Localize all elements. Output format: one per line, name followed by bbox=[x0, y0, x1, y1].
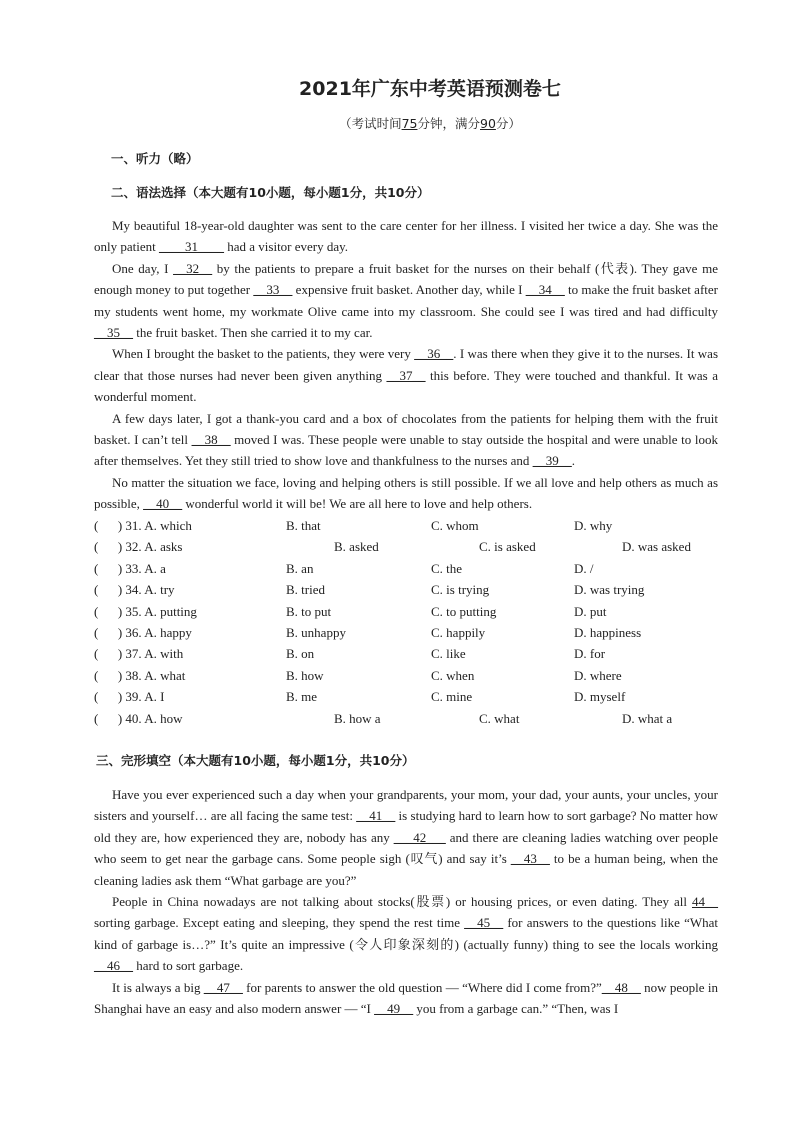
blank-33: __33__ bbox=[253, 282, 293, 298]
blank-40: __40__ bbox=[143, 496, 183, 512]
question-row bbox=[94, 536, 734, 557]
option-c: C. happily bbox=[431, 625, 486, 640]
option-d: D. / bbox=[574, 560, 594, 576]
question-number-option-a: ( ) 38. A. what bbox=[94, 667, 186, 683]
question-row bbox=[94, 665, 734, 686]
blank-49: __49__ bbox=[374, 1001, 414, 1017]
blank-44: 44__ bbox=[692, 894, 718, 910]
question-row bbox=[94, 686, 734, 707]
paragraph: People in China nowadays are not talking about stocks(股票) or housing prices, or even dating. They all 44__ sorting garbage. Except eating and sleeping, they spend the rest time __45__ for answers to the questions like “What kind of garbage is…?” It’s quite an impressive (令人印象深刻的) (actually funny) thing to see the locals working __46__ hard to sort garbage. bbox=[94, 894, 718, 974]
exam-time: 75 bbox=[401, 116, 418, 131]
section-grammar: 二、语法选择（本大题有10小题，每小题1分，共10分） bbox=[111, 185, 430, 200]
option-c: C. to putting bbox=[431, 603, 497, 619]
blank-38: __38__ bbox=[191, 432, 231, 448]
option-c: C. the bbox=[431, 560, 463, 576]
option-d: D. what a bbox=[622, 710, 673, 726]
blank-34: __34__ bbox=[525, 282, 565, 298]
grammar-passage bbox=[94, 215, 718, 515]
question-number-option-a: ( ) 31. A. which bbox=[94, 518, 192, 533]
question-number-option-a: ( ) 37. A. with bbox=[94, 646, 184, 662]
paragraph: My beautiful 18-year-old daughter was sent to the care center for her illness. I visited her twice a day. She was the only patient ____31____ had a visitor every day. bbox=[94, 218, 718, 255]
paragraph: A few days later, I got a thank-you card and a box of chocolates from the patients for helping them with the fruit basket. I can’t tell __38__ moved I was. These people were unable to stay outside the hospital and were unable to look after themselves. Yet they still tried to show love and thankfulness to the nurses and __39__. bbox=[94, 410, 718, 469]
option-d: D. why bbox=[574, 518, 613, 533]
option-b: B. to put bbox=[286, 603, 332, 619]
exam-info: （考试时间75分钟，满分90分） bbox=[339, 116, 521, 131]
question-number-option-a: ( ) 34. A. try bbox=[94, 582, 175, 598]
option-c: C. when bbox=[431, 667, 475, 683]
option-c: C. mine bbox=[431, 689, 473, 705]
section-cloze: 三、完形填空（本大题有10小题，每小题1分，共10分） bbox=[96, 753, 415, 768]
option-b: B. me bbox=[286, 689, 318, 705]
question-row bbox=[94, 708, 734, 729]
question-row bbox=[94, 558, 734, 579]
question-number-option-a: ( ) 39. A. I bbox=[94, 689, 165, 705]
question-row bbox=[94, 643, 734, 664]
blank-46: __46__ bbox=[94, 958, 133, 974]
option-d: D. myself bbox=[574, 689, 626, 705]
option-b: B. how a bbox=[334, 710, 381, 726]
option-b: B. an bbox=[286, 560, 314, 576]
blank-32: __32__ bbox=[173, 260, 213, 276]
page-title: 2021年广东中考英语预测卷七 bbox=[299, 78, 561, 100]
paragraph: It is always a big __47__ for parents to answer the old question — “Where did I come from?”__48__ now people in Shanghai have an easy and also modern answer — “I __49__ you from a garbage can.” “Then, was I bbox=[94, 979, 719, 1017]
option-d: D. for bbox=[574, 646, 606, 662]
option-b: B. tried bbox=[286, 582, 325, 598]
option-b: B. asked bbox=[334, 539, 379, 555]
blank-41: __41__ bbox=[356, 808, 396, 824]
blank-43: __43__ bbox=[510, 851, 550, 867]
option-c: C. like bbox=[431, 646, 466, 662]
paragraph: When I brought the basket to the patients, they were very __36__. I was there when they give it to the nurses. It was clear that those nurses had never been given anything __37__ this before. They were touched and thankful. It was a wonderful moment. bbox=[94, 346, 718, 405]
question-row bbox=[94, 601, 734, 622]
option-c: C. is asked bbox=[479, 539, 536, 555]
question-number-option-a: ( ) 40. A. how bbox=[94, 710, 183, 726]
option-b: B. how bbox=[286, 667, 324, 683]
option-d: D. was trying bbox=[574, 582, 645, 598]
option-c: C. what bbox=[479, 710, 520, 726]
question-number-option-a: ( ) 32. A. asks bbox=[94, 539, 183, 555]
blank-35: __35__ bbox=[94, 325, 133, 341]
option-d: D. was asked bbox=[622, 539, 691, 555]
option-b: B. that bbox=[286, 518, 321, 533]
blank-48: __48__ bbox=[601, 979, 641, 995]
cloze-passage bbox=[94, 784, 718, 1019]
paragraph: No matter the situation we face, loving and helping others is still possible. If we all love and help others as much as possible, __40__ wonderful world it will be! We are all here to love and help others. bbox=[94, 474, 718, 512]
option-c: C. whom bbox=[431, 518, 479, 533]
question-number-option-a: ( ) 33. A. a bbox=[94, 560, 166, 576]
blank-45: __45__ bbox=[464, 915, 504, 931]
question-row bbox=[94, 622, 734, 643]
blank-42: ___42___ bbox=[393, 829, 446, 845]
option-b: B. on bbox=[286, 646, 315, 662]
paragraph: Have you ever experienced such a day when your grandparents, your mom, your dad, your aunts, your uncles, your sisters and yourself… are all facing the same test: __41__ is studying hard to learn how to sort garbage? No matter how old they are, how experienced they are, nobody has any ___42___ and there are cleaning ladies watching over people who seem to get near the garbage cans. Some people sigh (叹气) and say it’s __43__ to be a human being, when the cleaning ladies ask them “What garbage are you?” bbox=[94, 787, 718, 888]
section-listening: 一、听力（略） bbox=[111, 151, 199, 166]
blank-37: __37__ bbox=[386, 367, 426, 383]
exam-score: 90 bbox=[480, 116, 496, 131]
option-c: C. is trying bbox=[431, 582, 490, 598]
question-row bbox=[94, 579, 734, 600]
option-d: D. where bbox=[574, 667, 622, 683]
blank-31: ____31____ bbox=[159, 239, 224, 255]
question-row bbox=[94, 515, 734, 536]
option-d: D. put bbox=[574, 603, 607, 619]
blank-36: __36__ bbox=[414, 346, 454, 362]
question-number-option-a: ( ) 36. A. happy bbox=[94, 625, 192, 640]
question-number-option-a: ( ) 35. A. putting bbox=[94, 603, 197, 619]
paragraph: One day, I __32__ by the patients to prepare a fruit basket for the nurses on their behalf (代表). They gave me enough money to put together __33__ expensive fruit basket. Another day, while I __34__ to make the fruit basket after my students went home, my workmate Olive came into my classroom. She could see I was tired and had difficulty __35__ the fruit basket. Then she carried it to my car. bbox=[94, 260, 718, 341]
option-b: B. unhappy bbox=[286, 625, 346, 640]
option-d: D. happiness bbox=[574, 625, 642, 640]
blank-47: __47__ bbox=[203, 979, 243, 995]
blank-39: __39__ bbox=[532, 453, 572, 469]
